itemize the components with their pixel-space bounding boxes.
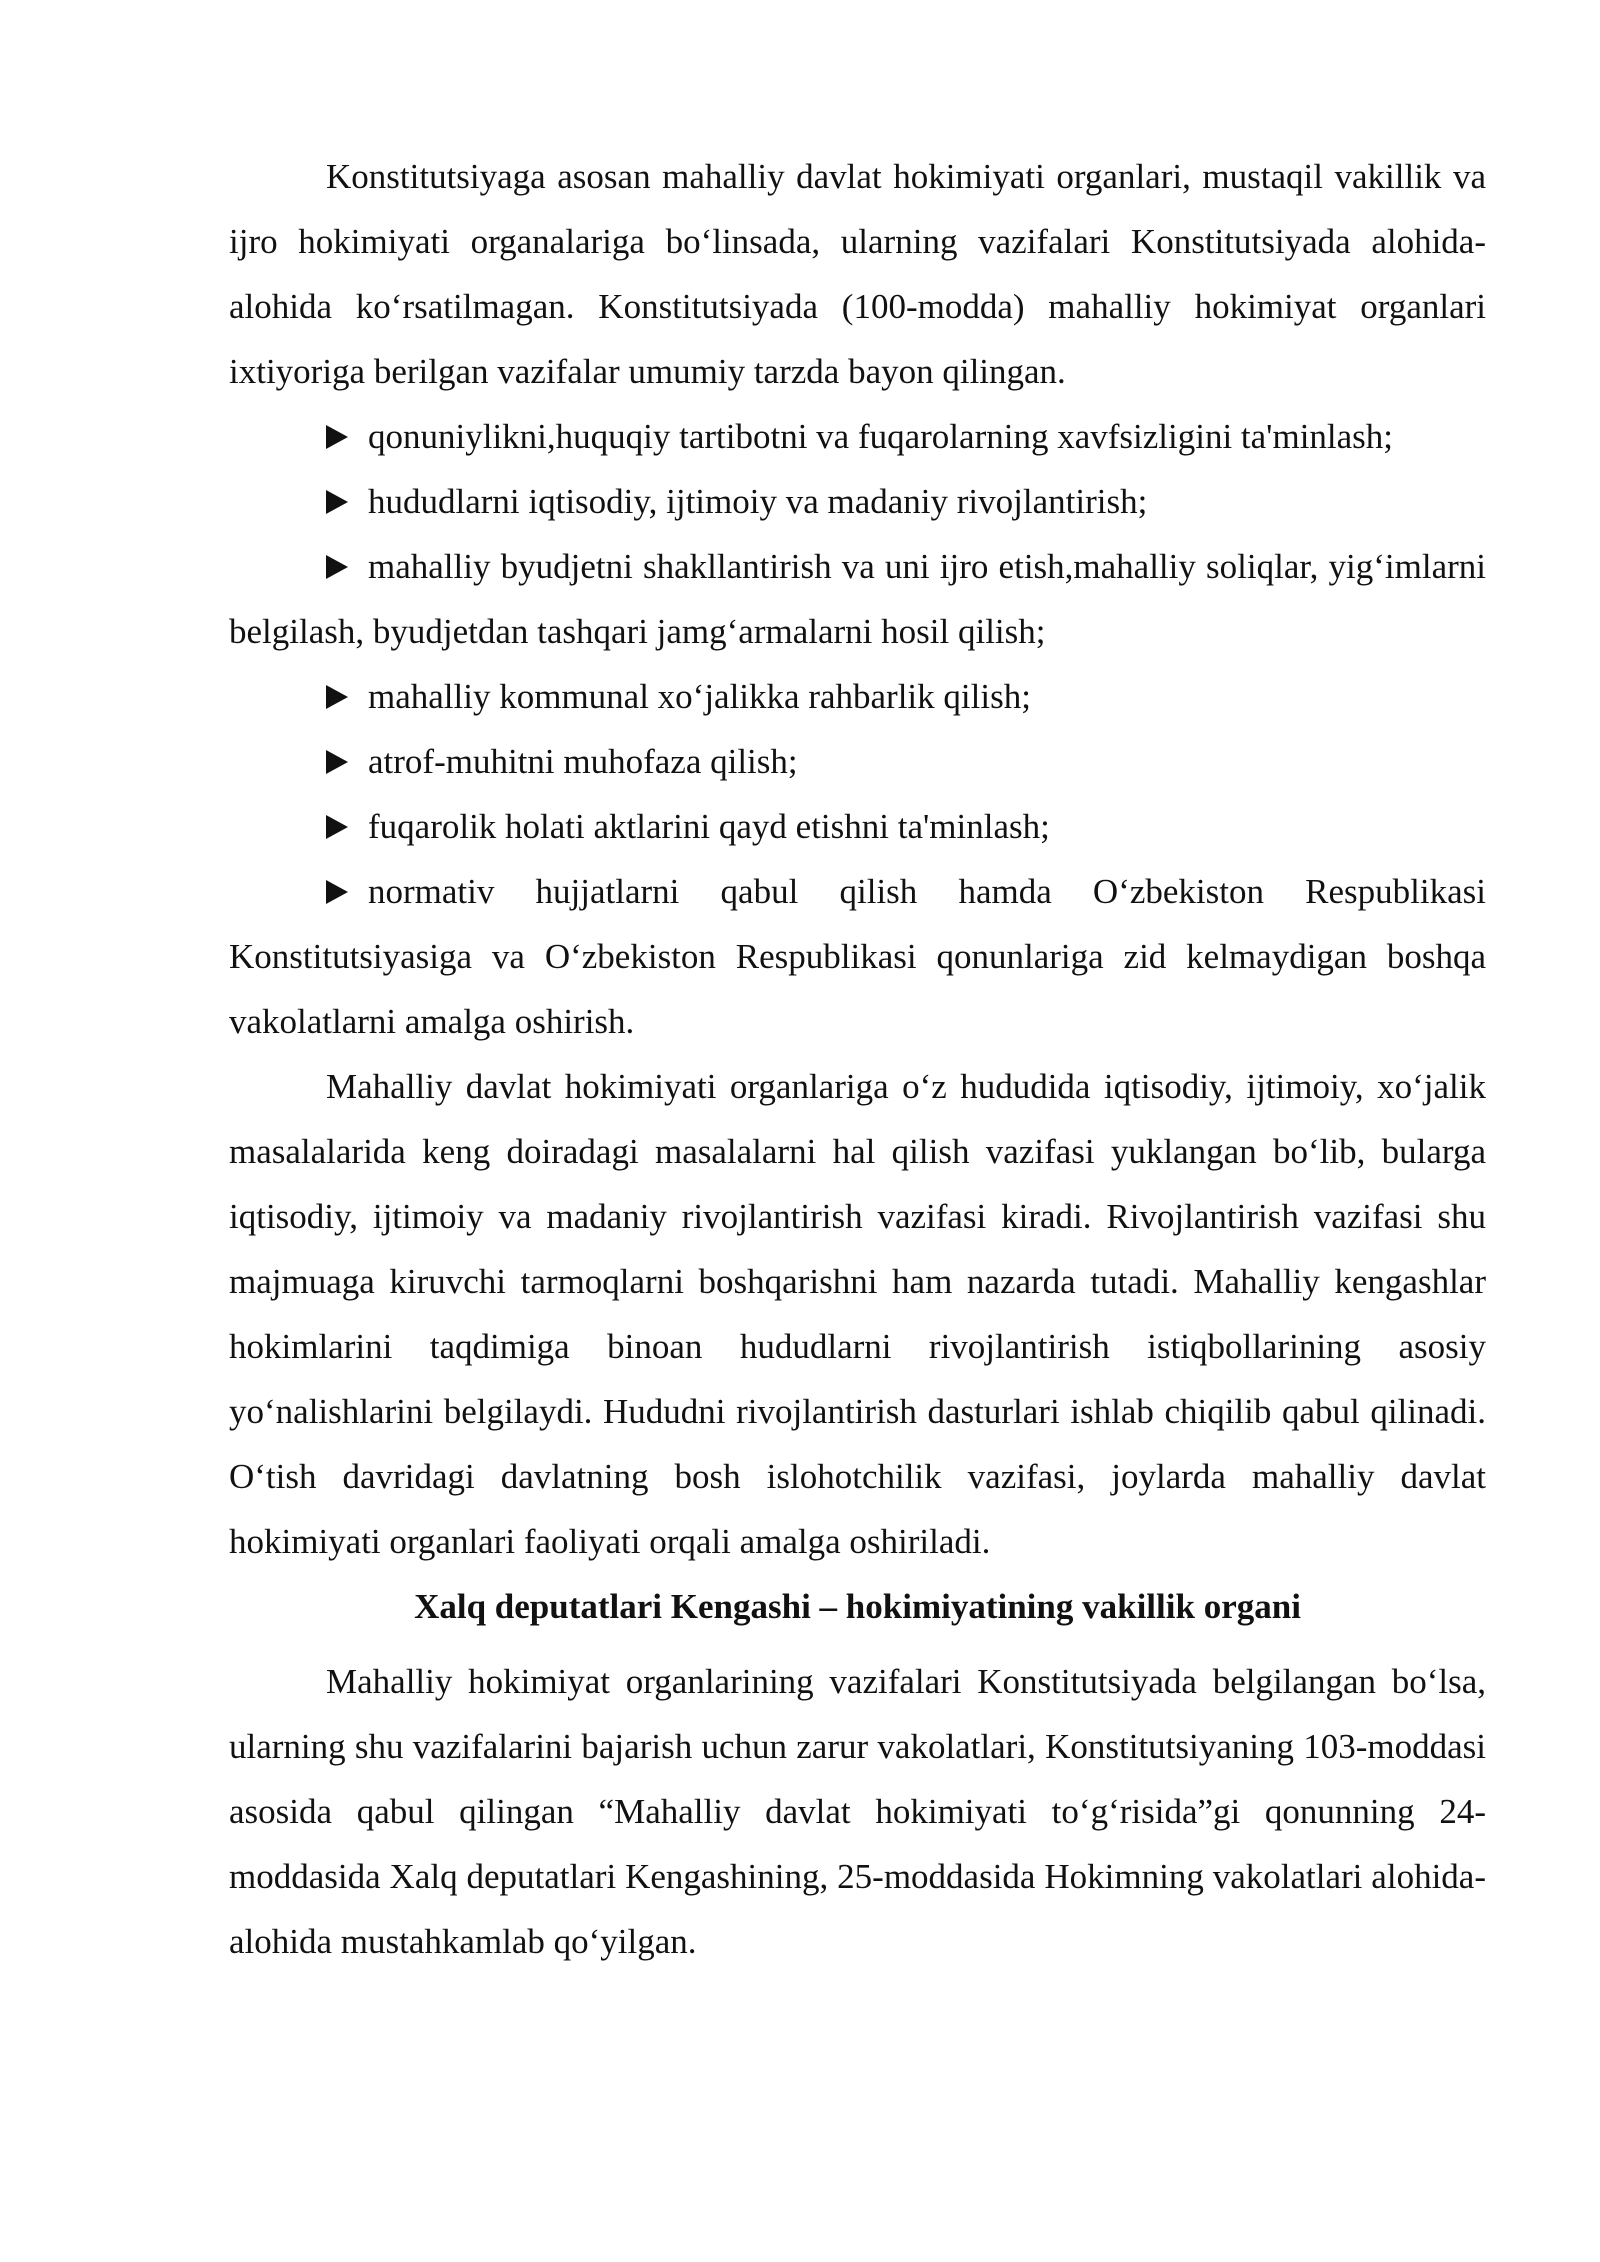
closing-paragraph: Mahalliy hokimiyat organlarining vazifalari Konstitutsiyada belgilangan bo‘lsa, ularning shu vazifalarini bajarish uchun zarur vakolatlari, Konstitutsiyaning 103-moddasi asosida qabul qilingan “Mahalliy davlat hokimiyati to‘g‘risida”gi qonunning 24-moddasida Xalq deputatlari Kengashining, 25-moddasida Hokimning vakolatlari alohida-alohida mustahkamlab qo‘yilgan. xyxy=(229,1662,1486,1961)
arrow-bullet-icon xyxy=(326,880,348,904)
list-item-text: normativ hujjatlarni qabul qilish hamda O‘zbekiston Respublikasi Konstitutsiyasiga va O‘zbekiston Respublikasi qonunlariga zid kelmaydigan boshqa vakolatlarni amalga oshirish. xyxy=(229,872,1486,1041)
arrow-bullet-icon xyxy=(326,750,348,774)
intro-paragraph: Konstitutsiyaga asosan mahalliy davlat hokimiyati organlari, mustaqil vakillik va ijro hokimiyati organalariga bo‘linsada, ularning vazifalari Konstitutsiyada alohida-alohida ko‘rsatilmagan. Konstitutsiyada (100-modda) mahalliy hokimiyat organlari ixtiyoriga berilgan vazifalar umumiy tarzda bayon qilingan. xyxy=(229,157,1486,391)
list-item-text: fuqarolik holati aktlarini qayd etishni ta'minlash; xyxy=(368,807,1050,846)
list-item-text: mahalliy kommunal xo‘jalikka rahbarlik qilish; xyxy=(368,677,1031,716)
arrow-bullet-icon xyxy=(326,815,348,839)
list-item xyxy=(229,404,1486,469)
list-item-text: atrof-muhitni muhofaza qilish; xyxy=(368,742,798,781)
list-item-text: mahalliy byudjetni shakllantirish va uni ijro etish,mahalliy soliqlar, yig‘imlarni belgilash, byudjetdan tashqari jamg‘armalarni hosil qilish; xyxy=(229,547,1486,651)
arrow-bullet-icon xyxy=(326,490,348,514)
list-item xyxy=(229,534,1486,664)
list-item-text: hududlarni iqtisodiy, ijtimoiy va madaniy rivojlantirish; xyxy=(368,482,1148,521)
list-item xyxy=(229,859,1486,1054)
list-item xyxy=(229,794,1486,859)
list-item xyxy=(229,664,1486,729)
arrow-bullet-icon xyxy=(326,685,348,709)
document-body xyxy=(229,144,1486,1974)
section-heading: Xalq deputatlari Kengashi – hokimiyatining vakillik organi xyxy=(414,1587,1301,1626)
arrow-bullet-icon xyxy=(326,425,348,449)
body-paragraph: Mahalliy davlat hokimiyati organlariga o‘z hududida iqtisodiy, ijtimoiy, xo‘jalik masalalarida keng doiradagi masalalarni hal qilish vazifasi yuklangan bo‘lib, bularga iqtisodiy, ijtimoiy va madaniy rivojlantirish vazifasi kiradi. Rivojlantirish vazifasi shu majmuaga kiruvchi tarmoqlarni boshqarishni ham nazarda tutadi. Mahalliy kengashlar hokimlarini taqdimiga binoan hududlarni rivojlantirish istiqbollarining asosiy yo‘nalishlarini belgilaydi. Hududni rivojlantirish dasturlari ishlab chiqilib qabul qilinadi. O‘tish davridagi davlatning bosh islohotchilik vazifasi, joylarda mahalliy davlat hokimiyati organlari faoliyati orqali amalga oshiriladi. xyxy=(229,1067,1486,1561)
list-item xyxy=(229,729,1486,794)
arrow-bullet-icon xyxy=(326,555,348,579)
list-item xyxy=(229,469,1486,534)
list-item-text: qonuniylikni,huquqiy tartibotni va fuqarolarning xavfsizligini ta'minlash; xyxy=(368,417,1394,456)
